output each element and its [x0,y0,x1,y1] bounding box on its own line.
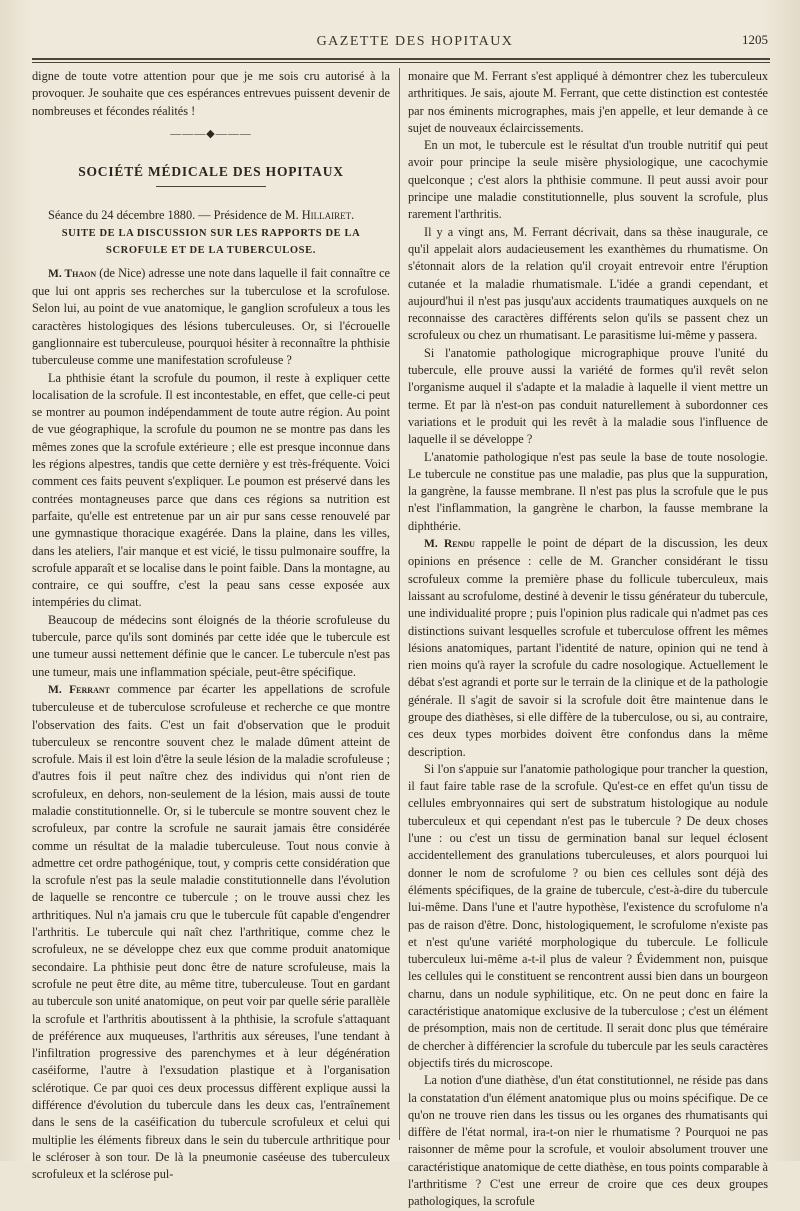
paragraph-text: commence par écarter les appellations de scrofule tuberculeuse et de tuberculose scrofuleuse et recherche ce que montre l'observation des faits. C'est un fait d'observation que le produit tuberculeux se rencontre souvent chez le malade dûment atteint de scrofule. Mais il est loin d'être la seule lésion de la maladie scrofuleuse ; d'autres fois il peut naître chez des individus qui n'ont rien de scrofuleux, en dehors, non-seulement de la lésion, mais aussi de toute maladie constitutionnelle. Or, si le tubercule se montre souvent chez le scrofuleux, par contre la scrofule ne saurait jamais être considérée comme un résultat de la maladie tuberculeuse. Tout nous convie à admettre cet ordre pathogénique, tout, y compris cette considération que la scrofule n'est pas la seule maladie constitutionnelle dans l'évolution de laquelle se rencontre ce tubercule ; on le trouve aussi chez les arthritiques. Nul n'a jamais cru que le tubercule fût capable d'engendrer l'arthritis. Le tubercule qui naît chez l'arthritique, comme chez le scrofuleux, ne se développe chez eux que comme produit anatomique secondaire. La phthisie peut donc être de nature scrofuleuse, mais la scrofule ne peut être dite, au même titre, tuberculeuse. Tout en gardant au tubercule son unité anatomique, on peut voir par quelle série parallèle la scrofule et l'arthritis aboutissent à la phthisie, la scrofule s'attaquant de préférence aux muqueuses, l'arthritis aux séreuses, l'une tendant à l'infiltration progressive des parenchymes et à leur dégénération caséiforme, l'autre à l'exsudation plastique et à l'organisation sclérotique. Ce par quoi ces deux processus diffèrent explique aussi la différence d'évolution du tubercule dans les deux cas, l'entraînement dans le sens de la caséification du tubercule scrofuleux et celui qui multiplie les éléments fibreux dans le sein du tubercule arthritique pour le scléroser à son tour. De là la pneumonie caséeuse des tuberculeux scrofuleux et la sclérose pul- [32,681,390,1182]
left-column [32,68,390,1184]
paragraph: L'anatomie pathologique n'est pas seule la base de toute nosologie. Le tubercule ne constitue pas une maladie, pas plus que la suppuration, la gangrène, la fausse membrane. Il n'est pas plus la scrofule que le pus n'est l'inflammation, la gangrène le charbon, la fausse membrane la diphthérie. [408,449,768,533]
session-president: Hillairet. [301,208,355,223]
column-divider [399,68,400,1140]
discussion-subheading: SUITE DE LA DISCUSSION SUR LES RAPPORTS DE LA SCROFULE ET DE LA TUBERCULOSE. [61,227,361,256]
header-rule [32,58,770,63]
paragraph: Si l'anatomie pathologique micrographique prouve l'unité du tubercule, elle prouve aussi la variété de formes qu'il revêt selon l'organisme auquel il s'adapte et la maladie à laquelle il vient mettre un terme. Et par là n'est-on pas conduit naturellement à subordonner ces variations et le produit qui les revêt à la maladie sous l'influence de laquelle il se développe ? [408,345,768,447]
session-line [32,207,390,224]
paragraph-text: (de Nice) adresse une note dans laquelle il fait connaître ce que lui ont appris ses recherches sur la tuberculose et la scrofulose. Selon lui, au point de vue anatomique, le ganglion scrofuleux a tous les caractères histologiques des lésions tuberculeuses. Or, si l'écrouelle ganglionnaire est tuberculeuse, pourquoi hésiter à reconnaître la phthisie tuberculeuse comme une manifestation scrofuleuse ? [32,265,390,368]
paragraph: En un mot, le tubercule est le résultat d'un trouble nutritif qui peut avoir pour principe la seule misère physiologique, une cacochymie quelconque ; c'est alors la phthisie commune. Il peut aussi avoir pour principe une maladie constitutionnelle, plus souvent la scrofule, plus rarement l'arthritis. [408,138,768,222]
paragraph: Beaucoup de médecins sont éloignés de la théorie scrofuleuse du tubercule, parce qu'ils sont dominés par cette idée que le tubercule est une tumeur aussi nettement définie que le cancer. Le tubercule n'est pas une tumeur, mais une inflammation spéciale, peut-être spécifique. [32,612,390,679]
speaker-name: M. Ferrant [48,683,110,696]
paragraph-rendu [408,535,768,761]
paragraph-thaon [32,265,390,370]
paragraph: Si l'on s'appuie sur l'anatomie pathologique pour trancher la question, il faut faire table rase de la scrofule. Qu'est-ce en effet qu'un tissu de cellules embryonnaires qui sert de substratum histologique au nodule tuberculeux et qui cependant n'est pas le tubercule ? De deux choses l'une : ou c'est un tissu de germination banal sur lequel éclosent accidentellement des granulations tuberculeuses, et alors pourquoi lui donner le nom de scrofulome ? ou bien ces cellules sont déjà des éléments spécifiques, de la graine de tubercule, c'est-à-dire du tubercule lui-même. Dans l'une et l'autre hypothèse, l'existence du scrofulome n'a pas de raison d'être. Donc, histologiquement, le scrofulome n'existe pas et n'est qu'une variété morphologique du tubercule. Le follicule tuberculeux lui-même a-t-il plus de valeur ? Évidemment non, puisque les cellules qui le constituent se rencontrent aussi bien dans un bourgeon charnu, dans un nodule syphilitique, etc. On ne peut donc en faire la caractéristique anatomique exclusive de la tuberculose ; c'est un élément de présomption, mais non de certitude. Il serait donc plus que téméraire de chercher à différencier la scrofule du tubercule par les seuls caractères objectifs tirés du microscope. [408,761,768,1070]
society-heading: SOCIÉTÉ MÉDICALE DES HOPITAUX [78,164,344,180]
session-text: Séance du 24 décembre 1880. — Présidence de M. [48,208,302,223]
paragraph-text: rappelle le point de départ de la discussion, les deux opinions en présence : celle de M. Grancher considérant le tissu scrofuleux comme la première phase du follicule tuberculeux, mais laissant au scrofulome, destiné à devenir le tissu générateur du tubercule, une individualité propre ; puis l'opinion plus radicale qui n'admet pas ces distinctions suivant lesquelles scrofule et tuberculose offrent les mêmes lésions anatomiques, partant l'identité de nature, opinion qui ne tend à rien moins qu'à rayer la scrofule du cadre nosologique. Actuellement le débat s'est agrandi et porte sur le terrain de la clinique et de la pathologie générale. Il s'agit de savoir si la scrofule doit être maintenue dans le groupe des diathèses, si elle diffère de la tuberculose, ou si, au contraire, ces deux types morbides doivent être confondus dans la même description. [408,536,769,759]
heading-rule [156,186,266,187]
paragraph: Il y a vingt ans, M. Ferrant décrivait, dans sa thèse inaugurale, ce qu'il appelait alors audacieusement les exanthèmes du rhumatisme. On s'étonnait alors de la relation qu'il croyait entrevoir entre l'éruption cutanée et la maladie rhumatismale. L'idée a grandi cependant, et aujourd'hui il n'est pas jusqu'aux accidents traumatiques auxquels on ne reconnaisse des caractères différents selon qu'ils se passent chez un scrofuleux ou chez un rhumatisant. Le parasitisme lui-même y passera. [408,224,768,343]
paragraph: digne de toute votre attention pour que je me sois cru autorisé à la provoquer. Je souhaite que ces espérances entrevues puissent devenir de nombreuses et fécondes réalités ! [32,69,390,118]
page-number: 1205 [742,32,768,47]
page-header [60,30,770,54]
journal-title: GAZETTE DES HOPITAUX [316,34,514,49]
paragraph: La phthisie étant la scrofule du poumon, il reste à expliquer cette localisation de la scrofule. Il est incontestable, en effet, que celle-ci peut se montrer au poumon indépendamment de toute autre région. Au point de vue géographique, la scrofule du poumon ne se montre pas dans les mêmes zones que la scrofule extérieure ; elle est presque inconnue dans les régions alpestres, tandis que cette dernière y est très-fréquente. Voici comment ces faits peuvent s'expliquer. Le poumon est préservé dans les contrées montagneuses parce que dans ces régions sa nutrition est parfaite, qu'elle est entretenue par un air pur sans cesse renouvelé par une gymnastique thoracique exagérée. Dans la plaine, dans les villes, dans les ateliers, l'air manque et est vicié, le tissu pulmonaire souffre, la scrofule apparaît et se localise dans le point faible. Dans la montagne, au contraire, ce qui souffre, c'est la peau sans cesse exposée aux intempéries du climat. [32,370,390,610]
paragraph: La notion d'une diathèse, d'un état constitutionnel, ne réside pas dans la constatation d'un élément anatomique plus ou moins spécifique. De ce qu'on ne trouve rien dans les tissus ou les organes des rhumatisants qui diffère de l'état normal, ira-t-on nier le rhumatisme ? Pourquoi ne pas raisonner de même pour la scrofule, et vouloir absolument trouver une caractéristique anatomique de cette diathèse, en tous points comparable à l'arthritisme ? C'est une erreur de croire que ces deux groupes pathologiques, la scrofule [408,1073,768,1209]
section-ornament: ———◆——— [170,127,252,140]
speaker-name: M. Thaon [48,267,97,280]
paragraph-ferrant [32,681,390,1184]
paragraph: monaire que M. Ferrant s'est appliqué à démontrer chez les tuberculeux arthritiques. Je sais, ajoute M. Ferrant, que cette distinction est contestée par nos éminents micrographes, mais j'en appelle, et leur demande à ce sujet de nouveaux éclaircissements. [408,69,768,135]
speaker-name: M. Rendu [424,538,475,551]
right-column [408,68,768,1211]
